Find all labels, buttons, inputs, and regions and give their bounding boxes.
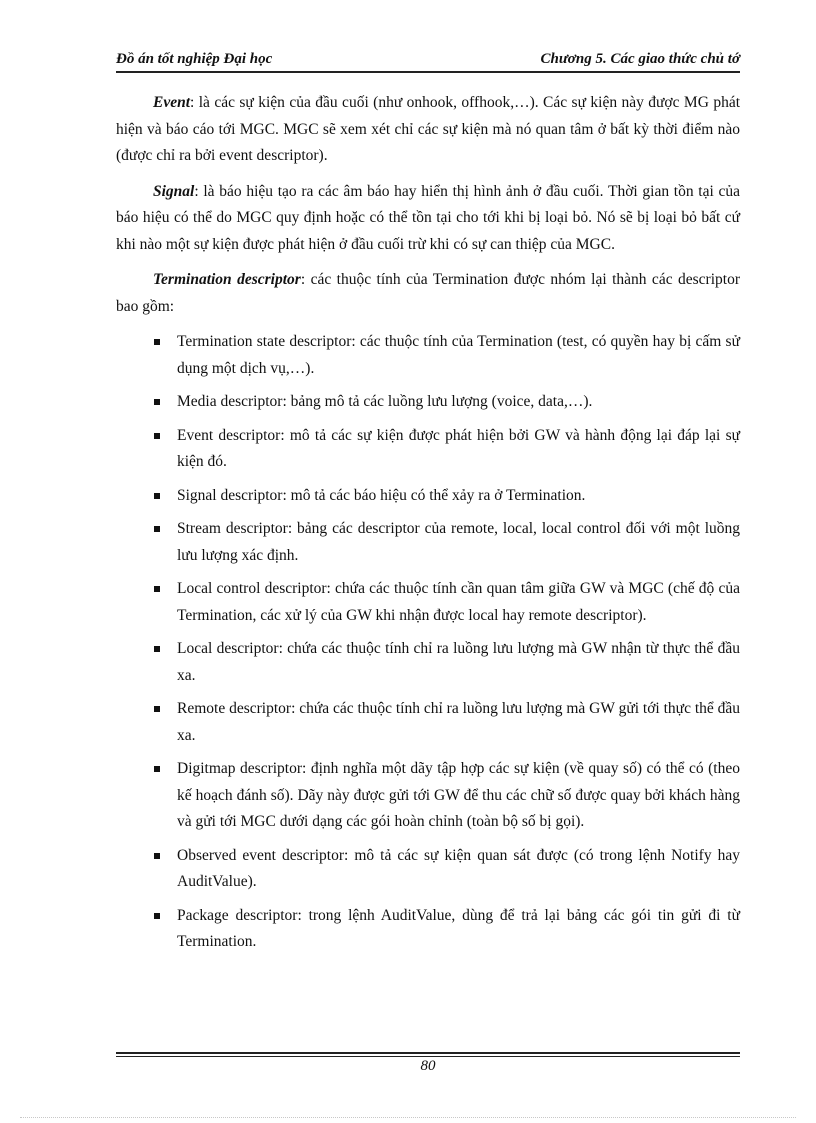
- list-item: [116, 636, 740, 689]
- bullet-icon: [154, 586, 160, 592]
- footer-rule: [116, 1052, 740, 1054]
- page-edge-divider: [20, 1117, 796, 1118]
- list-item: [116, 903, 740, 956]
- term-event: Event: [153, 94, 191, 111]
- bullet-icon: [154, 706, 160, 712]
- bullet-icon: [154, 433, 160, 439]
- bullet-icon: [154, 766, 160, 772]
- list-item: [116, 423, 740, 476]
- list-item-text: Local descriptor: chứa các thuộc tính chỉ ra luồng lưu lượng mà GW nhận từ thực thể đầu xa.: [177, 640, 740, 684]
- list-item: [116, 389, 740, 416]
- page-number: 80: [420, 1058, 436, 1074]
- list-item-text: Event descriptor: mô tả các sự kiện được phát hiện bởi GW và hành động lại đáp lại sự kiện đó.: [177, 426, 740, 470]
- paragraph-signal: [116, 179, 740, 259]
- header-rule: [116, 71, 740, 73]
- bullet-icon: [154, 526, 160, 532]
- term-termination-descriptor: Termination descriptor: [153, 271, 301, 288]
- header-document-title: Đồ án tốt nghiệp Đại học: [116, 51, 273, 67]
- list-item: [116, 696, 740, 749]
- bullet-icon: [154, 646, 160, 652]
- list-item-text: Signal descriptor: mô tả các báo hiệu có thể xảy ra ở Termination.: [177, 486, 586, 504]
- paragraph-signal-text: : là báo hiệu tạo ra các âm báo hay hiển thị hình ảnh ở đầu cuối. Thời gian tồn tại của báo hiệu có thể do MGC quy định hoặc có thể tồn tại cho tới khi bị loại bỏ. Nó sẽ bị loại bỏ bất cứ khi nào một sự kiện được phát hiện ở đầu cuối trừ khi có sự can thiệp của MGC.: [116, 182, 740, 253]
- list-item: [116, 756, 740, 836]
- bullet-icon: [154, 399, 160, 405]
- list-item: [116, 329, 740, 382]
- list-item-text: Observed event descriptor: mô tả các sự kiện quan sát được (có trong lệnh Notify hay AuditValue).: [177, 846, 740, 890]
- header-chapter-title: Chương 5. Các giao thức chủ tớ: [540, 51, 740, 67]
- list-item: [116, 576, 740, 629]
- list-item-text: Digitmap descriptor: định nghĩa một dãy tập hợp các sự kiện (về quay số) có thể có (theo kế hoạch đánh số). Dãy này được gửi tới GW để thu các chữ số được quay bởi khách hàng và gửi tới MGC dưới dạng các gói hoàn chỉnh (toàn bộ số bị gọi).: [177, 760, 740, 830]
- paragraph-event: [116, 90, 740, 170]
- footer-rule-thin: [116, 1056, 740, 1057]
- list-item-text: Media descriptor: bảng mô tả các luồng lưu lượng (voice, data,…).: [177, 393, 593, 410]
- bullet-icon: [154, 913, 160, 919]
- list-item: [116, 516, 740, 569]
- bullet-icon: [154, 339, 160, 345]
- list-item: [116, 843, 740, 896]
- list-item: [116, 483, 740, 510]
- bullet-icon: [154, 493, 160, 499]
- list-item-text: Local control descriptor: chứa các thuộc tính cần quan tâm giữa GW và MGC (chế độ của Termination, các xử lý của GW khi nhận được local hay remote descriptor).: [177, 580, 740, 624]
- paragraph-termination-descriptor-text: : các thuộc tính của Termination được nhóm lại thành các descriptor bao gồm:: [116, 271, 740, 315]
- descriptor-list: [116, 329, 740, 956]
- term-signal: Signal: [153, 182, 195, 200]
- list-item-text: Remote descriptor: chứa các thuộc tính chỉ ra luồng lưu lượng mà GW gửi tới thực thể đầu xa.: [177, 700, 741, 744]
- list-item-text: Package descriptor: trong lệnh AuditValue, dùng để trả lại bảng các gói tin gửi đi từ Termination.: [177, 906, 740, 950]
- list-item-text: Stream descriptor: bảng các descriptor của remote, local, local control đối với một luồng lưu lượng xác định.: [177, 520, 740, 564]
- paragraph-termination-descriptor: [116, 267, 740, 320]
- list-item-text: Termination state descriptor: các thuộc tính của Termination (test, có quyền hay bị cấm sử dụng một dịch vụ,…).: [177, 333, 740, 377]
- page-body: [116, 90, 740, 963]
- page-header: [116, 49, 740, 73]
- bullet-icon: [154, 853, 160, 859]
- paragraph-event-text: : là các sự kiện của đầu cuối (như onhook, offhook,…). Các sự kiện này được MG phát hiện và báo cáo tới MGC. MGC sẽ xem xét chỉ các sự kiện mà nó quan tâm ở bất kỳ thời điểm nào (được chỉ ra bởi event descriptor).: [116, 94, 740, 164]
